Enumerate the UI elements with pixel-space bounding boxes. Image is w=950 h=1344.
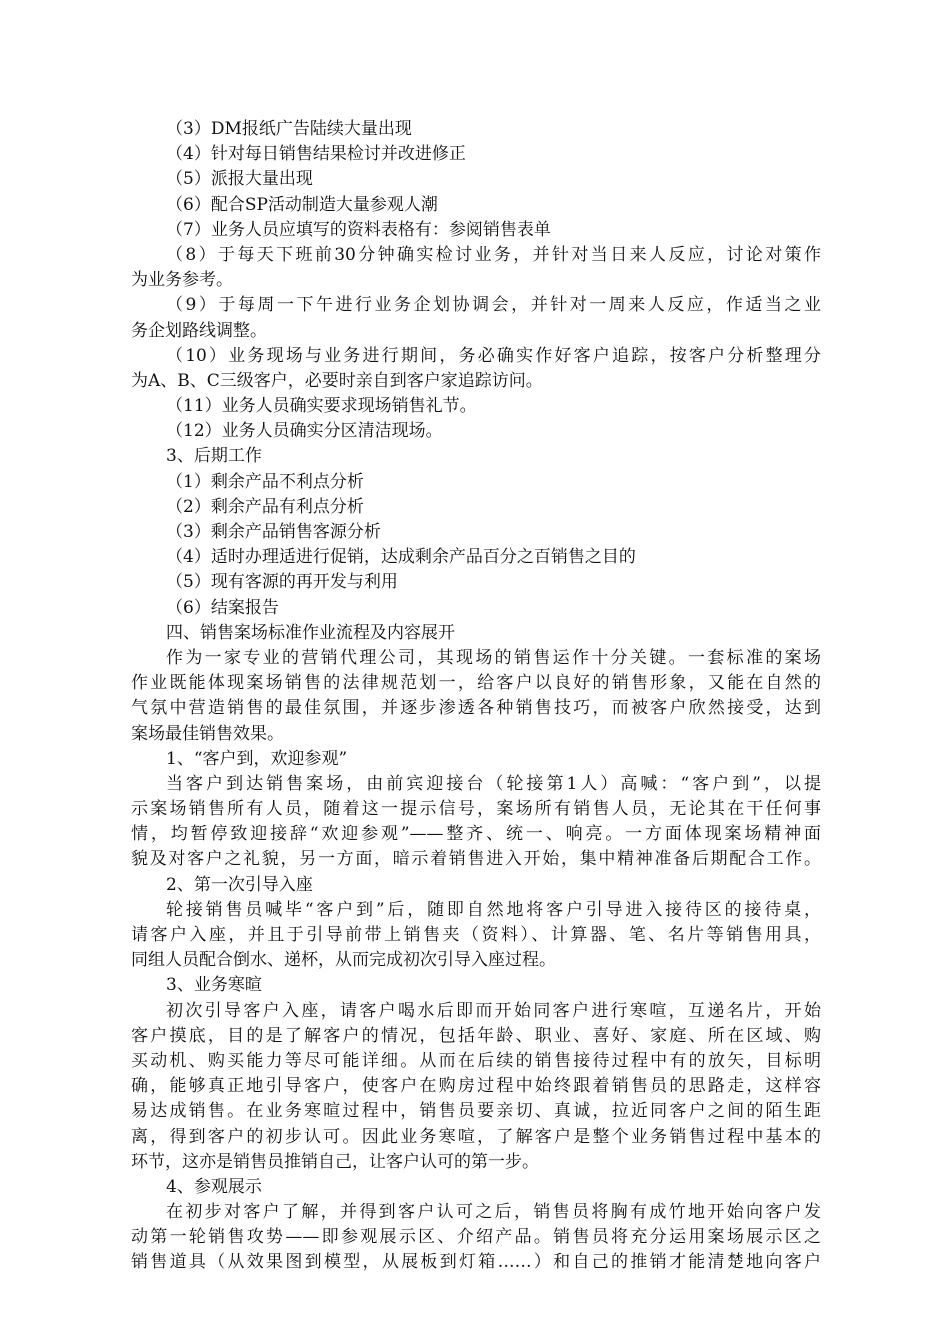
text-line: （7）业务人员应填写的资料表格有：参阅销售表单	[166, 219, 551, 240]
text-line: （5）现有客源的再开发与利用	[166, 572, 398, 593]
text-line: 情，均暂停致迎接辞“欢迎参观”——整齐、统一、响亮。一方面体现案场精神面	[131, 824, 821, 845]
text-line: 气氛中营造销售的最佳氛围，并逐步渗透各种销售技巧，而被客户欣然接受，达到	[131, 698, 821, 719]
text-line: （3）剩余产品销售客源分析	[166, 522, 381, 542]
text-line: （1）剩余产品不利点分析	[166, 471, 364, 492]
text-line: 案场最佳销售效果。	[131, 723, 284, 744]
text-line: 确，能够真正地引导客户，使客户在购房过程中始终跟着销售员的思路走，这样容	[131, 1076, 821, 1097]
text-line: 务企划路线调整。	[131, 320, 267, 341]
text-line: （12）业务人员确实分区清洁现场。	[166, 421, 443, 442]
text-line: （2）剩余产品有利点分析	[166, 496, 364, 517]
text-line: 买动机、购买能力等尽可能详细。从而在后续的销售接待过程中有的放矢，目标明	[131, 1050, 821, 1071]
text-line: 在初步对客户了解，并得到客户认可之后，销售员将胸有成竹地开始向客户发	[166, 1202, 821, 1223]
text-line: 环节，这亦是销售员推销自己，让客户认可的第一步。	[131, 1151, 539, 1172]
text-line: 当客户到达销售案场，由前宾迎接台（轮接第1人）高喊：“客户到”，以提	[166, 773, 821, 794]
text-line: 为A、B、C三级客户，必要时亲自到客户家追踪访问。	[131, 370, 543, 391]
text-line: 貌及对客户之礼貌，另一方面，暗示着销售进入开始，集中精神准备后期配合工作。	[131, 849, 821, 870]
text-line: 4、参观展示	[166, 1176, 262, 1197]
text-line: 初次引导客户入座，请客户喝水后即而开始同客户进行寒喧，互递名片，开始	[166, 1000, 821, 1021]
text-line: 离，得到客户的初步认可。因此业务寒喧，了解客户是整个业务销售过程中基本的	[131, 1126, 821, 1147]
text-line: 为业务参考。	[131, 270, 233, 291]
text-line: 3、业务寒暄	[166, 975, 262, 996]
text-line: （9）于每周一下午进行业务企划协调会，并针对一周来人反应，作适当之业	[166, 295, 821, 316]
text-line: 同组人员配合倒水、递杯，从而完成初次引导入座过程。	[131, 950, 556, 971]
text-line: 1、“客户到，欢迎参观”	[166, 748, 348, 769]
text-line: （8）于每天下班前30分钟确实检讨业务，并针对当日来人反应，讨论对策作	[166, 244, 821, 265]
text-line: 销售道具（从效果图到模型，从展板到灯箱……）和自己的推销才能清楚地向客户	[131, 1252, 821, 1273]
text-line: 2、第一次引导入座	[166, 874, 313, 895]
text-line: 作为一家专业的营销代理公司，其现场的销售运作十分关键。一套标准的案场	[166, 647, 821, 668]
text-line: 请客户入座，并且于引导前带上销售夹（资料）、计算器、笔、名片等销售用具，	[131, 925, 821, 945]
text-line: （10）业务现场与业务进行期间，务必确实作好客户追踪，按客户分析整理分	[166, 345, 821, 366]
text-line: （5）派报大量出现	[166, 169, 313, 190]
text-line: 易达成销售。在业务寒暄过程中，销售员要亲切、真诚，拉近同客户之间的陌生距	[131, 1101, 821, 1122]
text-line: （6）结案报告	[166, 597, 279, 618]
text-line: 动第一轮销售攻势——即参观展示区、介绍产品。销售员将充分运用案场展示区之	[131, 1227, 821, 1248]
text-line: （3）DM报纸广告陆续大量出现	[166, 119, 412, 139]
text-line: 示案场销售所有人员，随着这一提示信号，案场所有销售人员，无论其在干任何事	[131, 799, 821, 820]
text-line: 客户摸底，目的是了解客户的情况，包括年龄、职业、喜好、家庭、所在区域、购	[131, 1025, 821, 1046]
text-line: 3、后期工作	[166, 446, 262, 467]
text-line: （4）针对每日销售结果检讨并改进修正	[166, 144, 466, 165]
text-line: 四、销售案场标准作业流程及内容展开	[166, 622, 455, 643]
text-line: （4）适时办理适进行促销，达成剩余产品百分之百销售之目的	[166, 547, 636, 568]
text-line: （6）配合SP活动制造大量参观人潮	[166, 194, 438, 215]
document-body	[131, 117, 821, 1276]
text-line: 作业既能体现案场销售的法律规范划一，给客户以良好的销售形象，又能在自然的	[131, 673, 821, 694]
text-line: 轮接销售员喊毕“客户到”后，随即自然地将客户引导进入接待区的接待桌，	[166, 899, 821, 920]
text-line: （11）业务人员确实要求现场销售礼节。	[166, 396, 477, 417]
